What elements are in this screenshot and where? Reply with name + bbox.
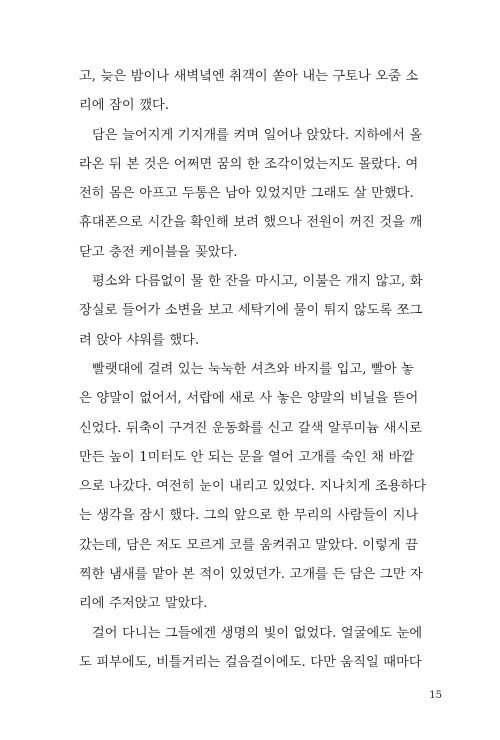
text-line: 리에 잠이 깼다. [79, 98, 170, 114]
text-line: 리에 주저앉고 말았다. [79, 596, 208, 612]
text-line: 만든 높이 1미터도 안 되는 문을 열어 고개를 숙인 채 바깥 [79, 449, 415, 465]
text-line: 으로 나갔다. 여전히 눈이 내리고 있었다. 지나치게 조용하다 [79, 479, 427, 495]
body-text [79, 62, 430, 677]
paragraph-start-line: 담은 늘어지게 기지개를 켜며 일어나 앉았다. 지하에서 올 [92, 127, 423, 143]
paragraph-start-line: 빨랫대에 걸려 있는 눅눅한 셔츠와 바지를 입고, 빨아 놓 [92, 361, 414, 377]
text-line: 신었다. 뒤축이 구겨진 운동화를 신고 갈색 알루미늄 새시로 [79, 420, 422, 436]
text-line: 휴대폰으로 시간을 확인해 보려 했으나 전원이 꺼진 것을 깨 [79, 215, 423, 231]
page-number: 15 [429, 690, 442, 701]
text-line: 고, 늦은 밤이나 새벽녘엔 취객이 쏟아 내는 구토나 오줌 소 [79, 69, 419, 84]
text-line: 은 양말이 없어서, 서랍에 새로 사 놓은 양말의 비닐을 뜯어 [79, 391, 419, 407]
text-line: 찍한 냄새를 맡아 본 적이 있었던가. 고개를 든 담은 그만 자 [79, 567, 423, 583]
text-line: 는 생각을 잠시 했다. 그의 앞으로 한 무리의 사람들이 지나 [79, 508, 419, 524]
text-line: 라온 뒤 본 것은 어쩌면 꿈의 한 조각이었는지도 몰랐다. 여 [79, 156, 419, 172]
text-line: 려 앉아 샤워를 했다. [79, 332, 200, 348]
text-line: 갔는데, 담은 저도 모르게 코를 움켜쥐고 말았다. 이렇게 끔 [79, 537, 418, 553]
text-line: 닫고 충전 케이블을 꽂았다. [79, 244, 238, 260]
paragraph-start-line: 평소와 다름없이 물 한 잔을 마시고, 이불은 개지 않고, 화 [92, 274, 423, 290]
text-line: 전히 몸은 아프고 두통은 남아 있었지만 그래도 살 만했다. [79, 186, 414, 202]
text-line: 도 피부에도, 비틀거리는 걸음걸이에도. 다만 움직일 때마다 [79, 654, 422, 670]
text-line: 장실로 들어가 소변을 보고 세탁기에 물이 튀지 않도록 쪼그 [79, 303, 423, 319]
paragraph-start-line: 걸어 다니는 그들에겐 생명의 빛이 없었다. 얼굴에도 눈에 [92, 625, 423, 641]
